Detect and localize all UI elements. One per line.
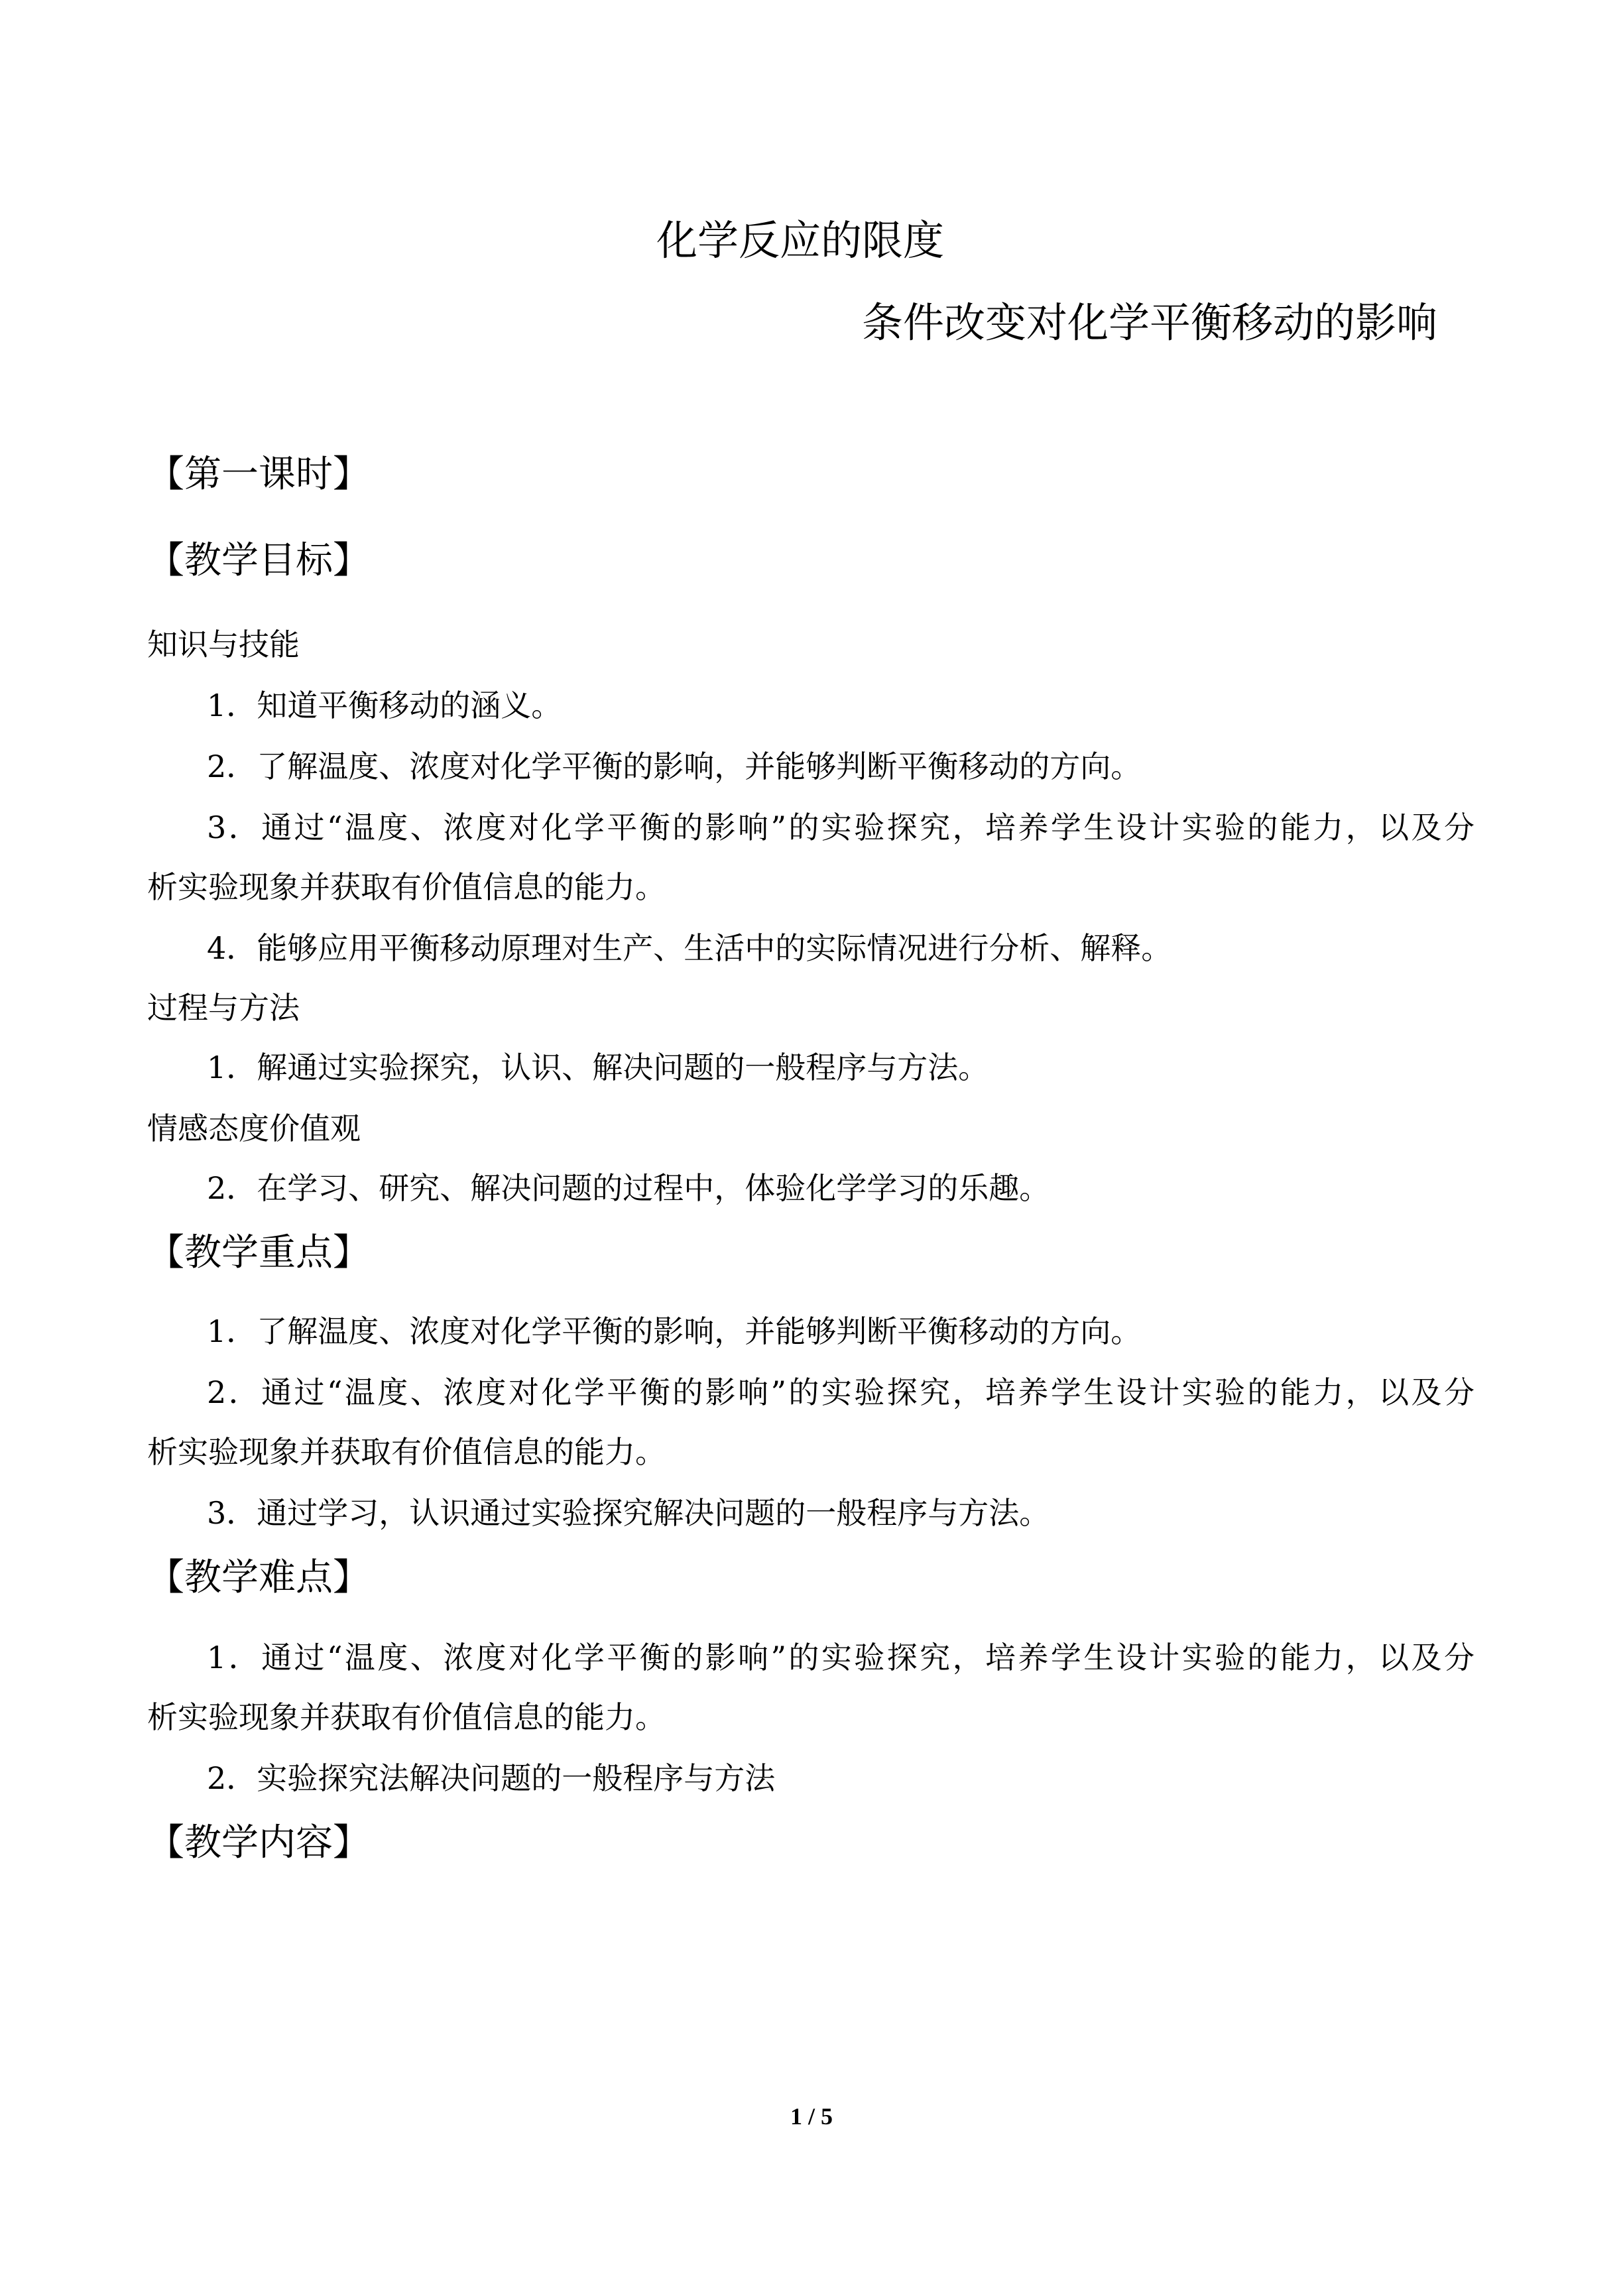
objective-item: 4．能够应用平衡移动原理对生产、生活中的实际情况进行分析、解释。 [207,930,1172,966]
page-number: 1 / 5 [790,2103,833,2130]
difficulty-item: 1．通过“温度、浓度对化学平衡的影响”的实验探究，培养学生设计实验的能力，以及分 [207,1640,1474,1675]
objective-item: 3．通过“温度、浓度对化学平衡的影响”的实验探究，培养学生设计实验的能力，以及分 [207,810,1474,845]
key-point-item: 2．通过“温度、浓度对化学平衡的影响”的实验探究，培养学生设计实验的能力，以及分 [207,1374,1474,1410]
objective-item-continued: 析实验现象并获取有价值信息的能力。 [147,869,666,905]
lesson-heading: 【第一课时】 [147,453,370,496]
objective-item: 2．在学习、研究、解决问题的过程中，体验化学学习的乐趣。 [207,1170,1050,1206]
knowledge-label: 知识与技能 [147,627,300,662]
key-point-item-continued: 析实验现象并获取有价值信息的能力。 [147,1434,666,1470]
process-label: 过程与方法 [147,990,300,1026]
document-subtitle: 条件改变对化学平衡移动的影响 [862,298,1438,347]
key-point-item: 3．通过学习，认识通过实验探究解决问题的一般程序与方法。 [207,1495,1050,1531]
content-heading: 【教学内容】 [147,1821,370,1864]
objectives-heading: 【教学目标】 [147,539,370,582]
difficulty-item: 2．实验探究法解决问题的一般程序与方法 [207,1760,776,1796]
objective-item: 2．了解温度、浓度对化学平衡的影响，并能够判断平衡移动的方向。 [207,749,1142,784]
document-title: 化学反应的限度 [656,216,945,265]
key-point-item: 1．了解温度、浓度对化学平衡的影响，并能够判断平衡移动的方向。 [207,1313,1142,1349]
difficulties-heading: 【教学难点】 [147,1556,370,1599]
objective-item: 1．知道平衡移动的涵义。 [207,688,562,723]
objective-item: 1．解通过实验探究，认识、解决问题的一般程序与方法。 [207,1050,989,1085]
emotion-label: 情感态度价值观 [147,1111,361,1146]
key-points-heading: 【教学重点】 [147,1231,370,1274]
difficulty-item-continued: 析实验现象并获取有价值信息的能力。 [147,1699,666,1735]
